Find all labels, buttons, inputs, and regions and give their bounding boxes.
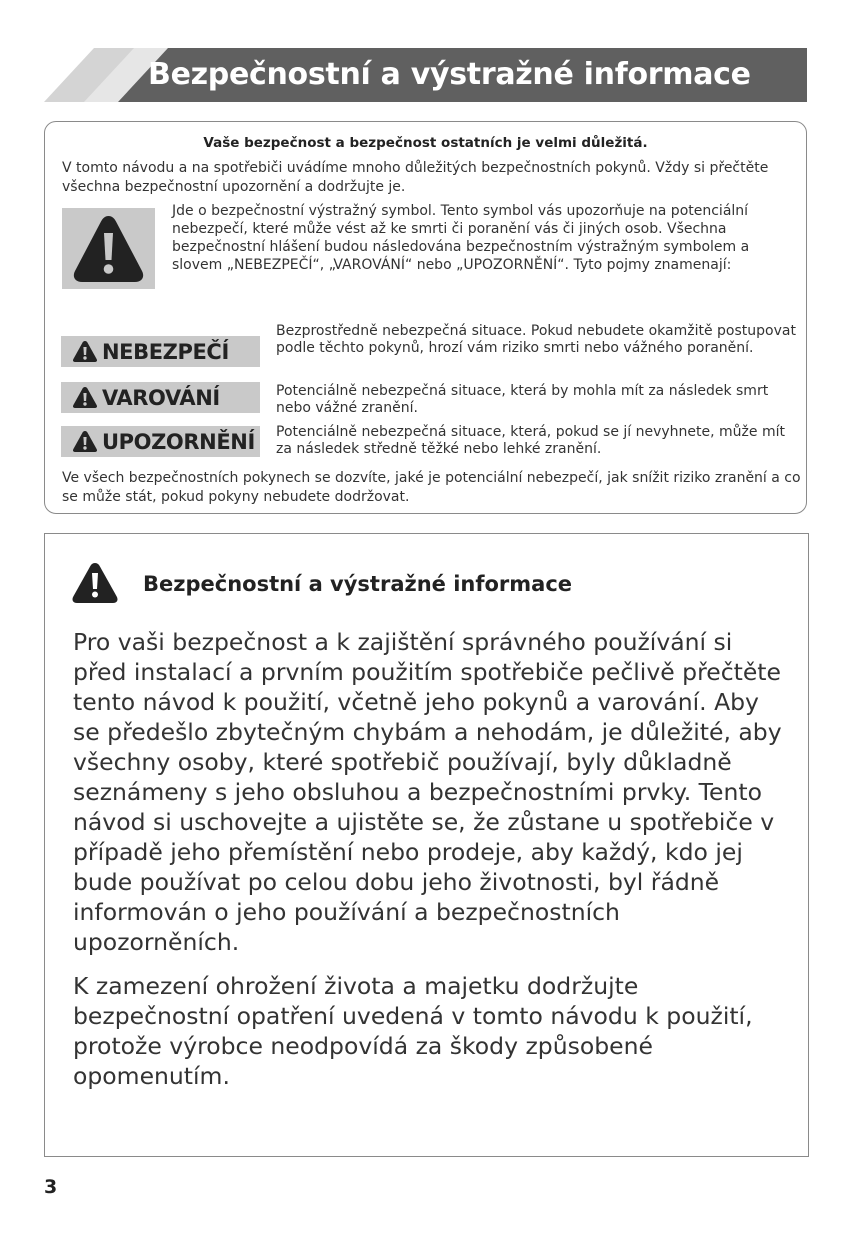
section-header	[44, 48, 807, 102]
badge-warning	[61, 382, 260, 413]
info-paragraph-1: Pro vaši bezpečnost a k zajištění správného používání si před instalací a prvním použitím spotřebiče pečlivě přečtěte tento návod k použití, včetně jeho pokynů a varování. Aby se předešlo zbytečným chybám a nehodám, je důležité, aby všechny osoby, které spotřebič používají, byly důkladně seznámeny s jeho obsluhou a bezpečnostními prvky. Tento návod si uschovejte a ujistěte se, že zůstane u spotřebiče v případě jeho přemístění nebo prodeje, aby každý, kdo jej bude používat po celou dobu jeho životnosti, byl řádně informován o jeho používání a bezpečnostních upozorněních.	[73, 628, 782, 956]
badge-description: Potenciálně nebezpečná situace, která, pokud se jí nevyhnete, může mít za následek středně těžké nebo lehké zranění.	[276, 424, 785, 457]
page-title: Bezpečnostní a výstražné informace	[148, 57, 751, 92]
symbol-explanation: Jde o bezpečnostní výstražný symbol. Tento symbol vás upozorňuje na potenciální nebezpečí, které může vést až ke smrti či poranění vás či jiných osob. Všechna bezpečnostní hlášení budou následována bezpečnostním výstražným symbolem a slovem „NEBEZPEČÍ“, „VAROVÁNÍ“ nebo „UPOZORNĚNÍ“. Tyto pojmy znamenají:	[172, 203, 750, 273]
safety-box-intro: V tomto návodu a na spotřebiči uvádíme mnoho důležitých bezpečnostních pokynů. Vždy si přečtěte všechna bezpečnostní upozornění a dodržujte je.	[62, 160, 769, 195]
warning-triangle-icon	[72, 430, 98, 453]
page-number: 3	[44, 1176, 58, 1198]
badge-label: UPOZORNĚNÍ	[102, 429, 255, 454]
info-paragraph-2: K zamezení ohrožení života a majetku dodržujte bezpečnostní opatření uvedená v tomto návodu k použití, protože výrobce neodpovídá za škody způsobené opomenutím.	[73, 972, 753, 1090]
badge-label: VAROVÁNÍ	[102, 385, 220, 410]
safety-notice-box	[44, 121, 807, 514]
badge-danger	[61, 336, 260, 367]
badge-description: Bezprostředně nebezpečná situace. Pokud nebudete okamžitě postupovat podle těchto pokynů, hrozí vám riziko smrti nebo vážného poranění.	[276, 323, 796, 356]
badge-description: Potenciálně nebezpečná situace, která by mohla mít za následek smrt nebo vážné zranění.	[276, 383, 769, 416]
info-box-heading: Bezpečnostní a výstražné informace	[143, 572, 573, 596]
warning-triangle-icon	[70, 211, 147, 286]
badge-caution	[61, 426, 260, 457]
safety-box-heading: Vaše bezpečnost a bezpečnost ostatních je velmi důležitá.	[203, 135, 648, 151]
badge-label: NEBEZPEČÍ	[102, 339, 229, 364]
warning-triangle-icon	[72, 340, 98, 363]
warning-triangle-icon	[72, 386, 98, 409]
warning-symbol-box	[62, 208, 155, 289]
info-box	[44, 533, 809, 1157]
warning-triangle-icon	[71, 561, 119, 605]
safety-box-outro: Ve všech bezpečnostních pokynech se dozvíte, jaké je potenciální nebezpečí, jak snížit riziko zranění a co se může stát, pokud pokyny nebudete dodržovat.	[62, 470, 801, 505]
